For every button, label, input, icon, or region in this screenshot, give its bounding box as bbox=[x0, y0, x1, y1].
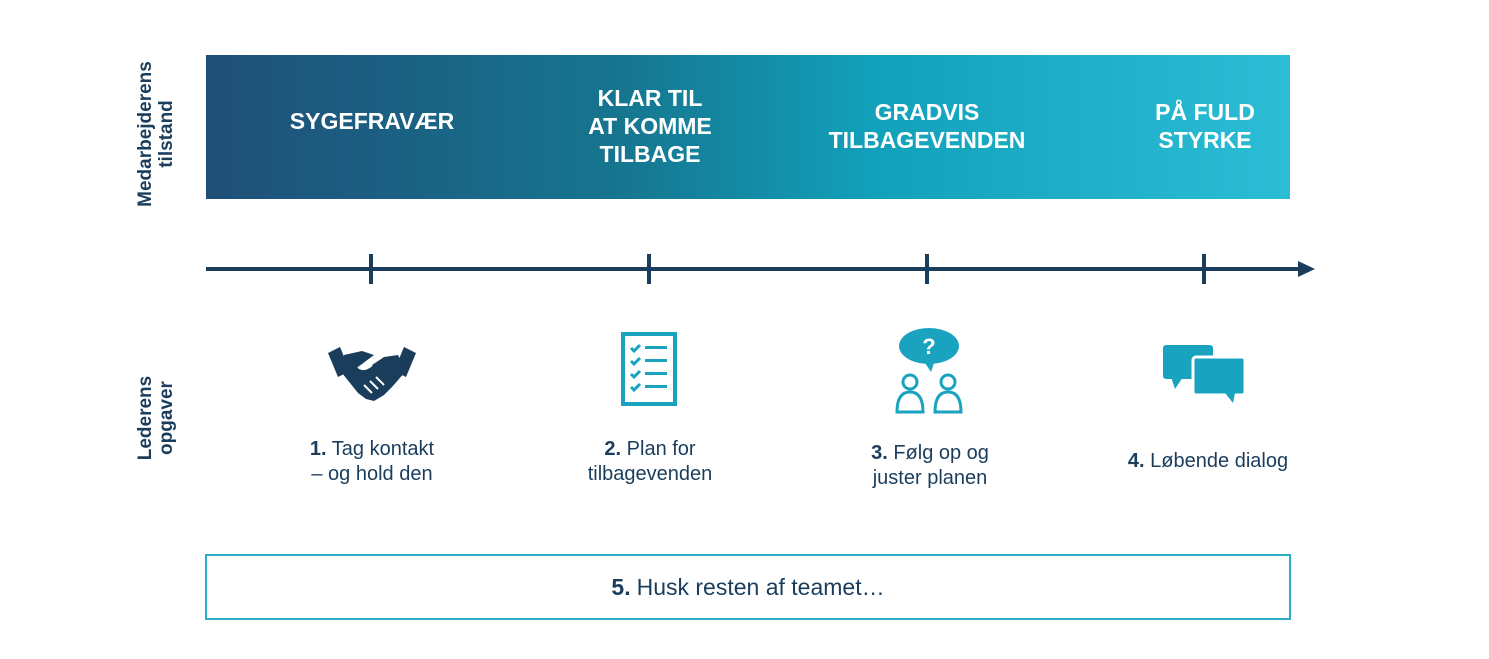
svg-text:?: ? bbox=[922, 334, 936, 359]
task-1-number: 1. bbox=[309, 438, 327, 460]
task-3-line2: juster planen bbox=[872, 467, 988, 489]
stage-ready-line1: KLAR TIL bbox=[597, 85, 703, 111]
task-3-number: 3. bbox=[871, 442, 888, 464]
employee-state-label-line2: tilstand bbox=[156, 100, 177, 168]
stage-sick-leave-line1: SYGEFRAVÆR bbox=[289, 108, 455, 134]
task-2 bbox=[588, 437, 713, 487]
checklist-icon bbox=[621, 332, 677, 406]
manager-tasks-label-line1: Lederens bbox=[135, 375, 156, 461]
chat-bubbles-icon bbox=[1163, 345, 1247, 405]
employee-state-label-line1: Medarbejderens bbox=[135, 61, 156, 207]
stage-full-line1: PÅ FULD bbox=[1155, 99, 1255, 125]
task-2-line1: Plan for bbox=[626, 438, 696, 460]
stage-ready-line3: TILBAGE bbox=[599, 141, 701, 167]
task-4-line1: Løbende dialog bbox=[1150, 450, 1289, 472]
reminder-text: Husk resten af teamet… bbox=[636, 573, 885, 600]
task-2-line2: tilbagevenden bbox=[587, 463, 713, 485]
task-2-number: 2. bbox=[604, 438, 622, 460]
handshake-icon bbox=[328, 345, 416, 407]
task-1 bbox=[310, 437, 434, 487]
stage-gradual-line2: TILBAGEVENDEN bbox=[828, 127, 1026, 153]
task-3-line1: Følg op og bbox=[893, 442, 989, 464]
manager-tasks-label bbox=[135, 343, 179, 493]
task-4-number: 4. bbox=[1127, 450, 1145, 472]
stage-ready-line2: AT KOMME bbox=[588, 113, 712, 139]
reminder-box bbox=[205, 554, 1291, 620]
stage-full-line2: STYRKE bbox=[1158, 127, 1252, 153]
timeline-arrow bbox=[0, 0, 1489, 300]
timeline-arrowhead bbox=[1298, 261, 1315, 277]
stage-gradual-line1: GRADVIS bbox=[874, 99, 980, 125]
task-1-line1: Tag kontakt bbox=[331, 438, 435, 460]
manager-tasks-label-line2: opgaver bbox=[156, 381, 177, 455]
task-1-line2: – og hold den bbox=[311, 463, 433, 485]
task-3 bbox=[871, 441, 989, 491]
reminder-number: 5. bbox=[611, 573, 631, 600]
people-question-icon bbox=[893, 326, 965, 414]
task-4 bbox=[1128, 449, 1288, 474]
